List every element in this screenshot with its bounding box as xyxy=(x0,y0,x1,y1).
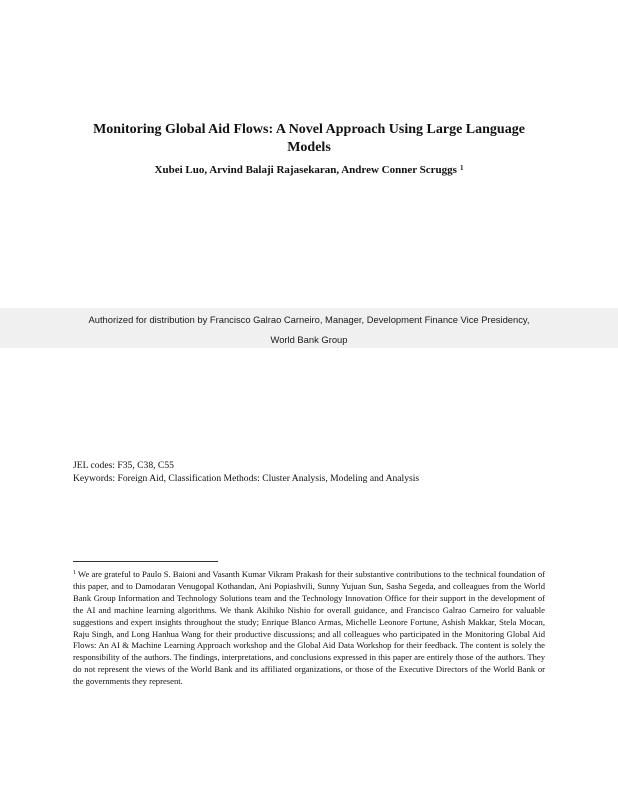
footnote-text: We are grateful to Paulo S. Baioni and Vasanth Kumar Vikram Prakash for their substantive contributions to the technical foundation of this paper, and to Damodaran Venugopal Kothandan, Ani Popiashvili, Sunny Yujuan Sun, Sasha Segeda, and colleagues from the World Bank Group Information and Technology Solutions team and the Technology Innovation Office for their support in the development of the AI and machine learning algorithms. We thank Akihiko Nishio for overall guidance, and Francisco Galrao Carneiro for valuable suggestions and expert insights throughout the study; Enrique Blanco Armas, Michelle Leonore Fortune, Ashish Makkar, Stela Mocan, Raju Singh, and Long Hanhua Wang for their productive discussions; and all colleagues who participated in the Monitoring Global Aid Flows: An AI & Machine Learning Approach workshop and the Global Aid Data Workshop for their feedback. The content is solely the responsibility of the authors. The findings, interpretations, and conclusions expressed in this paper are entirely those of the authors. They do not represent the views of the World Bank and its affiliated organizations, or those of the Executive Directors of the World Bank or the governments they represent. xyxy=(73,569,545,687)
paper-title: Monitoring Global Aid Flows: A Novel Approach Using Large Language Models xyxy=(93,122,525,155)
author-footnote-marker: 1 xyxy=(459,164,464,172)
author-names: Xubei Luo, Arvind Balaji Rajasekaran, Andrew Conner Scruggs xyxy=(154,164,457,176)
keywords: Keywords: Foreign Aid, Classification Methods: Cluster Analysis, Modeling and Analysis xyxy=(73,472,420,484)
footnote-marker: 1 xyxy=(73,570,76,576)
jel-codes: JEL codes: F35, C38, C55 xyxy=(73,460,174,471)
classification-codes xyxy=(73,460,547,485)
acknowledgement-footnote xyxy=(73,569,545,688)
authorization-line-2: World Bank Group xyxy=(270,334,348,345)
author-list xyxy=(72,163,546,177)
authorization-banner xyxy=(0,308,618,348)
footnote-divider xyxy=(73,561,218,562)
authorization-line-1: Authorized for distribution by Francisco Galrao Carneiro, Manager, Development Finance Vice Presidency, xyxy=(88,314,530,325)
